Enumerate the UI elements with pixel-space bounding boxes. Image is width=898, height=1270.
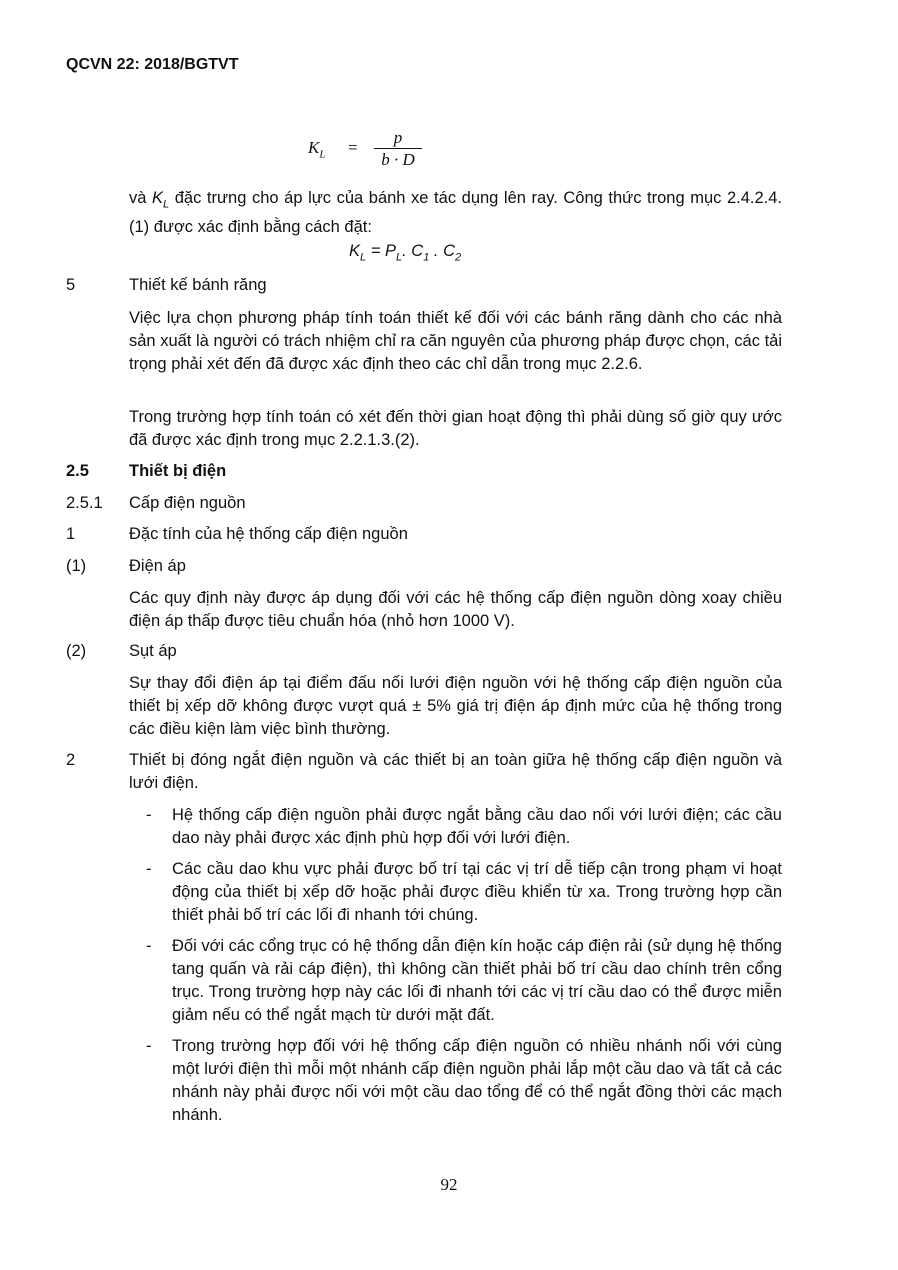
section-number-2-5-1: 2.5.1 xyxy=(66,494,103,512)
bullet-dash-1: - xyxy=(146,806,152,824)
section-number-1: 1 xyxy=(66,525,76,543)
section-title-2-5-1: Cấp điện nguồn xyxy=(129,494,246,512)
document-header: QCVN 22: 2018/BGTVT xyxy=(66,56,239,73)
formula-denominator: b · D xyxy=(381,150,415,169)
section-title-2-5: Thiết bị điện xyxy=(129,462,227,480)
section-title-1-2: Sụt áp xyxy=(129,642,177,660)
bullet-item-2: Các cầu dao khu vực phải được bố trí tại các vị trí dễ tiếp cận trong phạm vi hoạt động của thiết bị xếp dỡ hoặc phải được điều khiển từ xa. Trong trường hợp cần thiết phải bố trí các lối đi nhanh tới chúng. xyxy=(172,860,782,924)
paragraph-voltage-drop: Sự thay đổi điện áp tại điểm đấu nối lưới điện nguồn với hệ thống cấp điện nguồn của thiết bị xếp dỡ không được vượt quá ± 5% giá trị điện áp định mức của hệ thống trong các điều kiện làm việc bình thường. xyxy=(129,674,782,738)
section-number-1-2: (2) xyxy=(66,642,87,660)
section-number-2-5: 2.5 xyxy=(66,462,89,480)
bullet-item-1: Hệ thống cấp điện nguồn phải được ngắt bằng cầu dao nối với lưới điện; các cầu dao này phải được xác định phù hợp đối với lưới điện. xyxy=(172,806,782,847)
bullet-item-3: Đối với các cổng trục có hệ thống dẫn điện kín hoặc cáp điện rải (sử dụng hệ thống tang quấn và rải cáp điện), thì không cần thiết phải bố trí cầu dao chính trên cổng trục. Trong trường hợp này các lối đi nhanh tới các vị trí cầu dao có thể được miễn giảm nếu có thể ngắt mạch từ dưới mặt đất. xyxy=(172,937,782,1024)
formula-fraction xyxy=(374,128,422,169)
bullet-item-4: Trong trường hợp đối với hệ thống cấp điện nguồn có nhiều nhánh nối với cùng một lưới điện thì mỗi một nhánh cấp điện nguồn phải lắp một cầu dao và tất cả các nhánh này phải được nối với một cầu dao tổng để có thể ngắt đồng thời các mạch nhánh. xyxy=(172,1037,782,1124)
paragraph-operating-hours: Trong trường hợp tính toán có xét đến thời gian hoạt động thì phải dùng số giờ quy ước đã được xác định trong mục 2.2.1.3.(2). xyxy=(129,408,782,449)
bullet-dash-3: - xyxy=(146,937,152,955)
paragraph-kl: và $K_L$ đặc trưng cho áp lực của bánh xe tác dụng lên ray. Công thức trong mục 2.4.2.4.(1) được xác định bằng cách đặt: xyxy=(129,189,782,237)
section-title-1-1: Điện áp xyxy=(129,557,186,575)
formula-kl-symbol: $K_L$ xyxy=(308,138,326,161)
paragraph-gear-design: Việc lựa chọn phương pháp tính toán thiết kế đối với các bánh răng dành cho các nhà sản xuất là người có trách nhiệm chỉ ra căn nguyên của phương pháp được chọn, các tải trọng phải xét đến đã được xác định theo các chỉ dẫn trong mục 2.2.6. xyxy=(129,309,782,373)
bullet-dash-4: - xyxy=(146,1037,152,1055)
formula-equals: = xyxy=(348,138,358,157)
section-number-5: 5 xyxy=(66,276,76,294)
section-title-5: Thiết kế bánh răng xyxy=(129,276,267,294)
section-number-1-1: (1) xyxy=(66,557,87,575)
section-title-1: Đặc tính của hệ thống cấp điện nguồn xyxy=(129,525,408,543)
bullet-dash-2: - xyxy=(146,860,152,878)
section-number-2: 2 xyxy=(66,751,76,769)
section-title-2: Thiết bị đóng ngắt điện nguồn và các thiết bị an toàn giữa hệ thống cấp điện nguồn và lưới điện. xyxy=(129,751,782,792)
paragraph-voltage: Các quy định này được áp dụng đối với các hệ thống cấp điện nguồn dòng xoay chiều điện áp thấp được tiêu chuẩn hóa (nhỏ hơn 1000 V). xyxy=(129,589,782,630)
formula-numerator: p xyxy=(393,128,403,147)
formula-kl-substitution: $K_L = P_L$. $C_1$ . $C_2$ xyxy=(349,242,462,264)
page-number: 92 xyxy=(440,1175,458,1194)
